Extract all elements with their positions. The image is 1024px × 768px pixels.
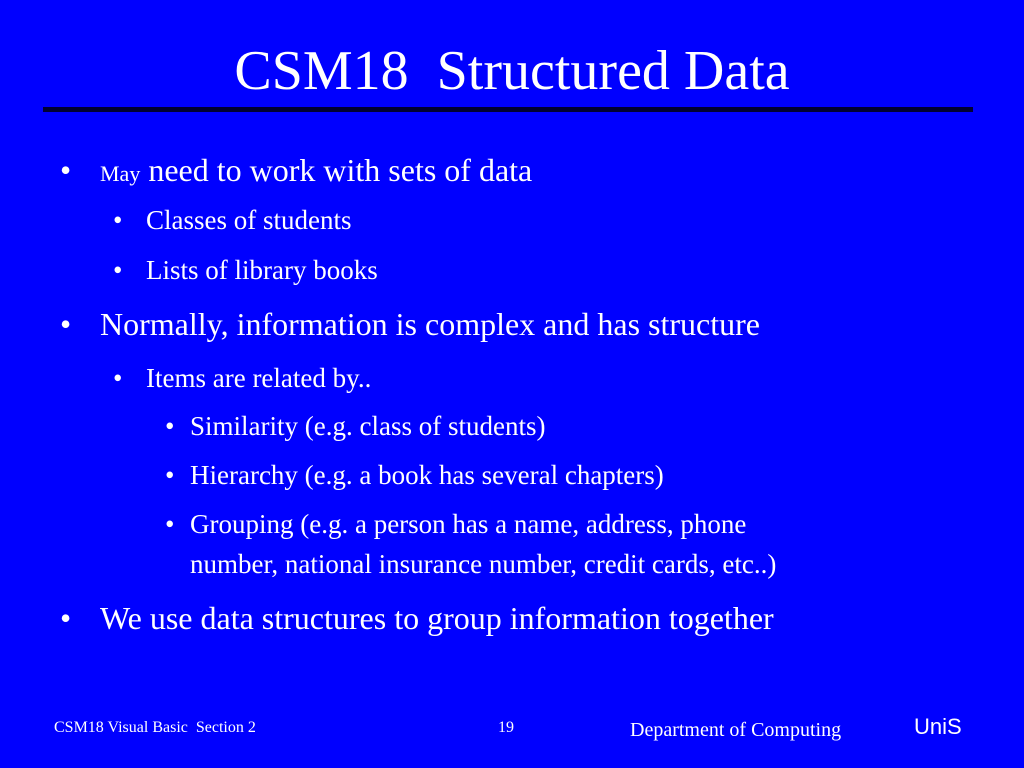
bullet-text: need to work with sets of data [140,152,533,188]
bullet-marker: • [60,152,72,188]
footer-page-number: 19 [498,719,514,736]
bullet-marker: • [165,460,175,490]
bullet-marker: • [60,600,72,636]
bullet-marker: • [113,205,123,235]
footer-course: CSM18 Visual Basic Section 2 [54,719,256,736]
bullet-data-structures: We use data structures to group information together [100,600,774,636]
bullet-grouping-line1: Grouping (e.g. a person has a name, address, phone [190,509,747,539]
title-divider [43,107,973,112]
bullet-items-related: Items are related by.. [146,363,372,393]
bullet-grouping [190,508,776,580]
unis-logo: UniS [914,714,962,739]
bullet-sets-of-data [100,152,532,192]
bullet-marker: • [113,255,123,285]
bullet-grouping-line2: number, national insurance number, credit cards, etc..) [190,549,777,579]
bullet-marker: • [165,509,175,539]
bullet-marker: • [165,411,175,441]
bullet-prefix: May [100,161,141,186]
slide-title: CSM18 Structured Data [234,40,790,102]
bullet-similarity: Similarity (e.g. class of students) [190,411,546,441]
bullet-classes-of-students: Classes of students [146,205,352,235]
bullet-complex-structure: Normally, information is complex and has structure [100,306,760,342]
footer-department: Department of Computing [630,719,842,741]
bullet-hierarchy: Hierarchy (e.g. a book has several chapters) [190,460,664,490]
bullet-marker: • [113,363,123,393]
bullet-marker: • [60,306,72,342]
bullet-library-books: Lists of library books [146,255,378,285]
